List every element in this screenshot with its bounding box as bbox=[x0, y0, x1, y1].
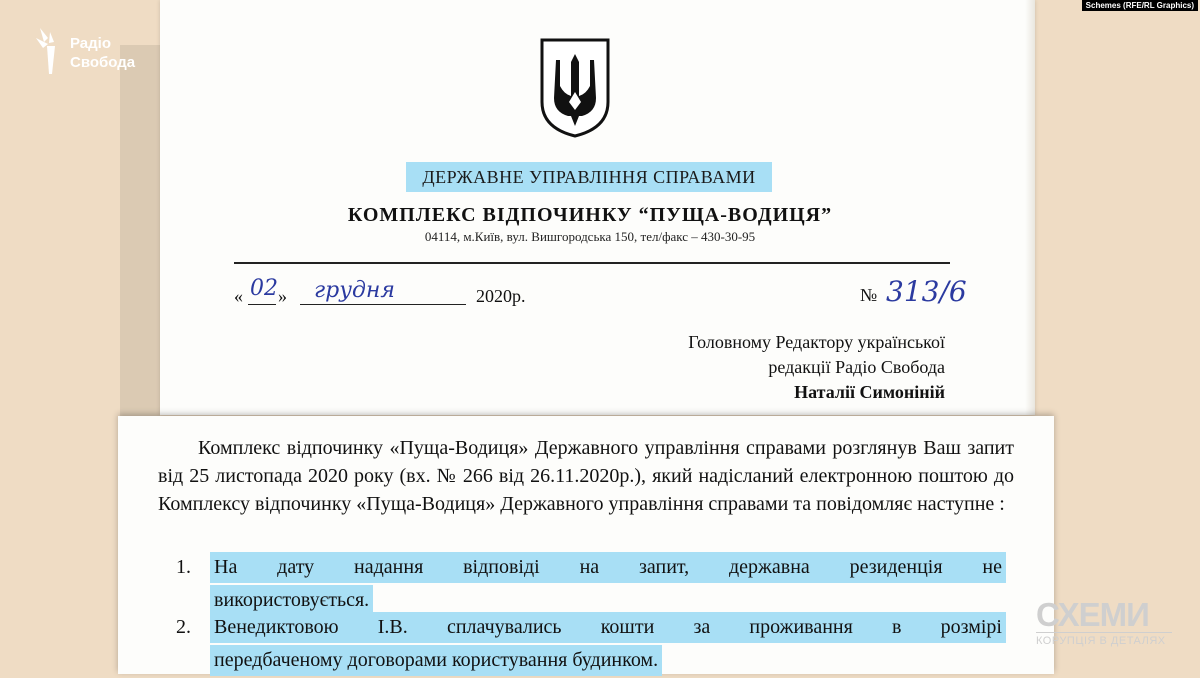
date-year: 2020р. bbox=[476, 286, 526, 306]
complex-address: 04114, м.Київ, вул. Вишгородська 150, тел/факс – 430-30-95 bbox=[424, 229, 756, 244]
list-item-number: 1. bbox=[176, 556, 191, 578]
addressee-name: Наталії Симоніній bbox=[794, 382, 945, 402]
letter-body-page bbox=[118, 416, 1054, 674]
schemes-logo-title: СХЕМИ bbox=[1036, 596, 1149, 633]
list-item-line: використовується. bbox=[210, 585, 373, 616]
addressee-block bbox=[688, 330, 945, 405]
letter-number bbox=[860, 275, 967, 308]
ministry-name: ДЕРЖАВНЕ УПРАВЛІННЯ СПРАВАМИ bbox=[406, 162, 772, 192]
number-sign: № bbox=[860, 285, 878, 305]
schemes-logo bbox=[1036, 598, 1176, 647]
schemes-logo-tagline: КОРУПЦІЯ В ДЕТАЛЯХ bbox=[1036, 632, 1172, 647]
radio-svoboda-line1: Радіо bbox=[70, 35, 112, 52]
complex-name: КОМПЛЕКС ВІДПОЧИНКУ “ПУЩА-ВОДИЦЯ” bbox=[347, 204, 833, 226]
date-open-quote: « bbox=[234, 286, 243, 306]
number-handwritten: 313/6 bbox=[886, 275, 967, 308]
date-day-handwritten: 02 bbox=[250, 276, 278, 301]
day-blank-line bbox=[248, 304, 276, 305]
addressee-line2: редакції Радіо Свобода bbox=[768, 357, 945, 377]
header-divider bbox=[234, 262, 950, 264]
body-paragraph: Комплекс відпочинку «Пуща-Водиця» Державного управління справами розглянув Ваш запит від 25 листопада 2020 року (вх. № 266 від 26.11.2020р.), який надісланий електронною поштою до Комплексу відпочинку «Пуща-Водиця» Державного управління справами та повідомляє наступне : bbox=[158, 437, 1014, 515]
torch-icon bbox=[34, 24, 68, 78]
list-item-line: На дату надання відповіді на запит, державна резиденція не bbox=[210, 552, 1006, 583]
list-item-line: Венедиктовою І.В. сплачувались кошти за проживання в розмірі bbox=[210, 612, 1006, 643]
letter-header-page bbox=[160, 0, 1035, 415]
page-edge bbox=[1025, 0, 1035, 415]
trident-emblem-icon bbox=[538, 36, 612, 140]
list-item-number: 2. bbox=[176, 616, 191, 638]
radio-svoboda-logo bbox=[34, 24, 154, 80]
date-month-handwritten: грудня bbox=[314, 278, 395, 303]
list-item-line: передбаченому договорами користування будинком. bbox=[210, 645, 662, 676]
credit-label: Schemes (RFE/RL Graphics) bbox=[1082, 0, 1198, 11]
radio-svoboda-line2: Свобода bbox=[70, 54, 136, 71]
date-close-quote: » bbox=[278, 286, 287, 306]
addressee-line1: Головному Редактору української bbox=[688, 332, 945, 352]
background-shadow bbox=[120, 45, 160, 425]
month-blank-line bbox=[300, 304, 466, 305]
